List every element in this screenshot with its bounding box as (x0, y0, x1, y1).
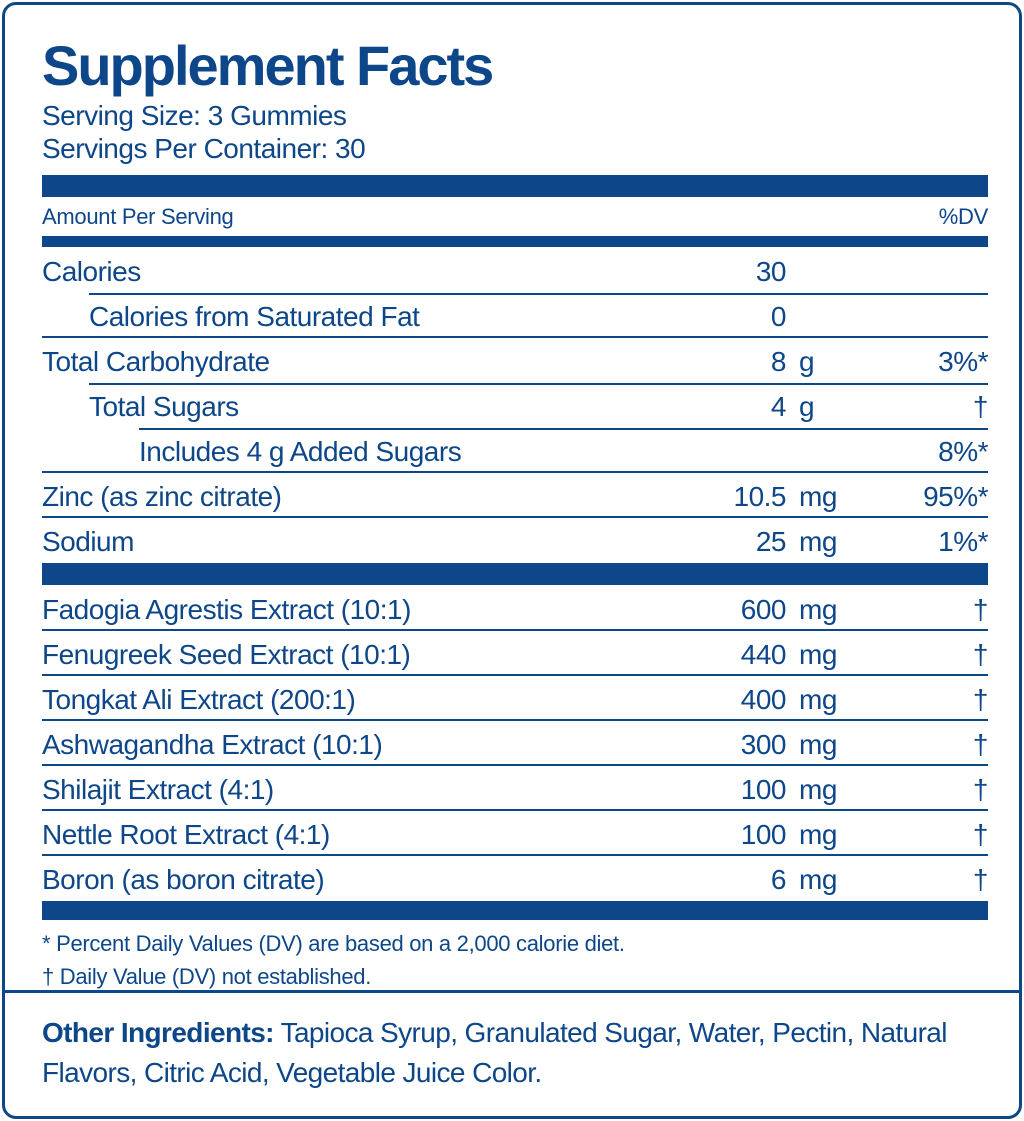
ingredient-row-amount: 440 (740, 639, 786, 670)
ingredient-row (42, 766, 988, 811)
ingredient-row-unit: mg (799, 594, 837, 625)
nutrient-row-amount: 10.5 (733, 481, 786, 512)
ingredient-row (42, 631, 988, 676)
nutrient-row-name: Total Carbohydrate (42, 346, 270, 377)
medium-divider (42, 236, 988, 247)
ingredient-row-unit: mg (799, 819, 837, 850)
amount-per-serving-label: Amount Per Serving (42, 204, 234, 229)
nutrient-row-amount: 4 (770, 391, 786, 422)
nutrient-row-name: Zinc (as zinc citrate) (42, 481, 282, 512)
nutrient-row-name: Calories from Saturated Fat (89, 301, 420, 332)
nutrient-row-dv: 95%* (923, 481, 988, 512)
footnote-dv-basis: * Percent Daily Values (DV) are based on a 2,000 calorie diet. (42, 931, 625, 956)
section-divider (5, 990, 1019, 993)
nutrient-row-dv: 3%* (938, 346, 988, 377)
nutrient-row (42, 518, 988, 563)
nutrient-row-dv: 8%* (938, 436, 988, 467)
nutrient-row (42, 293, 988, 338)
nutrient-row-unit: mg (799, 481, 837, 512)
nutrient-row-dv: 1%* (938, 526, 988, 557)
ingredient-row-name: Nettle Root Extract (4:1) (42, 819, 330, 850)
ingredient-row (42, 856, 988, 901)
ingredient-row-dv: † (972, 594, 988, 625)
other-ingredients (42, 1013, 988, 1093)
nutrient-row-amount: 0 (770, 301, 786, 332)
ingredient-row-amount: 100 (740, 774, 786, 805)
dv-label: %DV (938, 204, 988, 229)
nutrient-row (42, 428, 988, 473)
ingredient-row-amount: 6 (770, 864, 786, 895)
nutrient-row (42, 338, 988, 383)
servings-per-container: Servings Per Container: 30 (42, 133, 366, 164)
nutrient-row-amount: 30 (755, 256, 786, 287)
ingredient-row-name: Fenugreek Seed Extract (10:1) (42, 639, 411, 670)
ingredient-row-name: Boron (as boron citrate) (42, 864, 325, 895)
ingredient-row-name: Shilajit Extract (4:1) (42, 774, 274, 805)
thick-divider-middle (42, 563, 988, 585)
nutrient-list (42, 248, 988, 563)
panel-title: Supplement Facts (42, 34, 493, 97)
thick-divider-top (42, 175, 988, 197)
ingredient-row (42, 676, 988, 721)
ingredient-row-unit: mg (799, 684, 837, 715)
nutrient-row-name: Sodium (42, 526, 134, 557)
nutrient-row (42, 473, 988, 518)
serving-size: Serving Size: 3 Gummies (42, 100, 347, 131)
other-ingredients-label: Other Ingredients: (42, 1017, 274, 1048)
ingredient-row-unit: mg (799, 864, 837, 895)
ingredient-row-name: Ashwagandha Extract (10:1) (42, 729, 383, 760)
ingredient-row-amount: 400 (740, 684, 786, 715)
ingredient-row-unit: mg (799, 774, 837, 805)
ingredient-row-amount: 600 (740, 594, 786, 625)
thick-divider-bottom (42, 901, 988, 920)
ingredient-list (42, 586, 988, 901)
ingredient-row-dv: † (972, 864, 988, 895)
nutrient-row (42, 248, 988, 293)
supplement-facts-panel (2, 2, 1022, 1119)
facts-content (42, 35, 988, 993)
footnote-dv-not-established: † Daily Value (DV) not established. (42, 964, 372, 989)
ingredient-row-amount: 300 (740, 729, 786, 760)
ingredient-row (42, 811, 988, 856)
ingredient-row-dv: † (972, 819, 988, 850)
ingredient-row-name: Fadogia Agrestis Extract (10:1) (42, 594, 411, 625)
nutrient-row-dv: † (972, 391, 988, 422)
ingredient-row (42, 586, 988, 631)
nutrient-row-amount: 25 (755, 526, 786, 557)
ingredient-row (42, 721, 988, 766)
ingredient-row-unit: mg (799, 639, 837, 670)
ingredient-row-dv: † (972, 639, 988, 670)
footnotes (42, 927, 988, 993)
ingredient-row-dv: † (972, 774, 988, 805)
nutrient-row-name: Total Sugars (89, 391, 239, 422)
nutrient-row-unit: g (799, 391, 815, 422)
ingredient-row-dv: † (972, 684, 988, 715)
nutrient-row-unit: g (799, 346, 815, 377)
nutrient-row-amount: 8 (770, 346, 786, 377)
ingredient-row-unit: mg (799, 729, 837, 760)
ingredient-row-dv: † (972, 729, 988, 760)
ingredient-row-name: Tongkat Ali Extract (200:1) (42, 684, 356, 715)
nutrient-row-name: Includes 4 g Added Sugars (139, 436, 462, 467)
nutrient-row (42, 383, 988, 428)
other-ingredients-text: Tapioca Syrup, Granulated Sugar, Water, Pectin, Natural Flavors, Citric Acid, Vegetable Juice Color. (42, 1017, 947, 1088)
nutrient-row-name: Calories (42, 256, 141, 287)
ingredient-row-amount: 100 (740, 819, 786, 850)
nutrient-row-unit: mg (799, 526, 837, 557)
column-header (42, 197, 988, 236)
